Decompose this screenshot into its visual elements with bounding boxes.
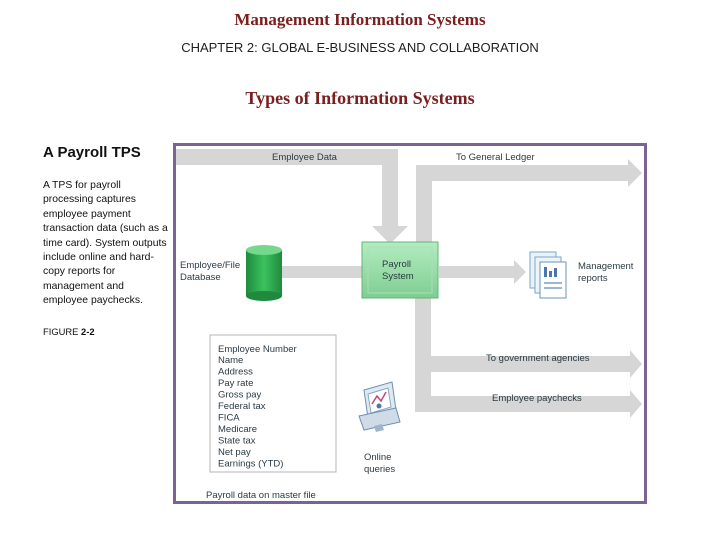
system-label-line1: Payroll: [382, 259, 412, 270]
master-file-field: Employee Number: [218, 344, 297, 355]
figure-label: [43, 326, 95, 337]
chapter-title: CHAPTER 2: GLOBAL E-BUSINESS AND COLLABORATION: [181, 40, 539, 55]
label-employee-paychecks: Employee paychecks: [492, 393, 582, 404]
master-file-field: Net pay: [218, 447, 251, 458]
master-file-field: Name: [218, 355, 244, 366]
figure-description: A TPS for payroll processing captures employee payment transaction data (such as a time card). System outputs include online and hard-copy reports for management and employee paychecks.: [43, 180, 168, 307]
reports-label-line2: reports: [578, 273, 608, 284]
section-heading: A Payroll TPS: [43, 144, 141, 161]
database-label-line1: Employee/File: [180, 260, 241, 271]
database-label-line2: Database: [180, 272, 221, 283]
master-file-field: State tax: [218, 435, 256, 447]
slide-title: Types of Information Systems: [245, 88, 475, 108]
master-file-field: Address: [218, 366, 253, 378]
master-file-field: Medicare: [218, 424, 258, 435]
label-general-ledger: To General Ledger: [456, 152, 535, 163]
master-file-field: Pay rate: [218, 378, 254, 389]
arrow-to-general-ledger: [416, 159, 642, 246]
reports-label-line1: Management: [578, 261, 634, 272]
master-file-field: Gross pay: [218, 389, 262, 401]
diagram-canvas: [176, 146, 644, 501]
master-file-caption: Payroll data on master file: [206, 490, 316, 501]
arrow-to-government-agencies: [415, 298, 642, 378]
arrow-to-management-reports: [439, 260, 526, 284]
queries-label-line2: queries: [364, 464, 396, 475]
system-label-line2: System: [382, 271, 414, 282]
arrow-database-to-system: [276, 260, 373, 284]
master-file-field: FICA: [218, 412, 240, 424]
label-employee-data: Employee Data: [272, 152, 337, 163]
master-file-field: Earnings (YTD): [218, 458, 284, 470]
label-government-agencies: To government agencies: [486, 353, 590, 364]
database-icon: [246, 245, 282, 301]
figure-label-number: 2-2: [81, 326, 95, 337]
terminal-icon: [359, 382, 400, 432]
payroll-tps-diagram: [173, 143, 647, 504]
master-file-field: Federal tax: [218, 401, 266, 412]
payroll-system-box: [362, 242, 438, 298]
header-title: Management Information Systems: [234, 10, 486, 29]
reports-icon: [530, 252, 566, 298]
arrow-employee-data-in: [176, 149, 408, 244]
figure-label-prefix: FIGURE: [43, 326, 82, 337]
queries-label-line1: Online: [364, 452, 392, 463]
